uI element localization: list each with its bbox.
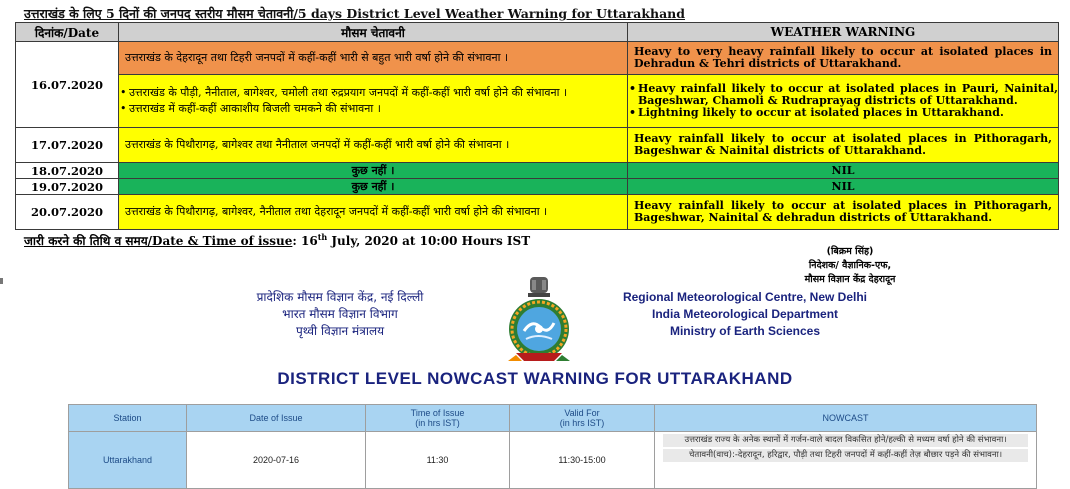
signature-block (790, 244, 910, 285)
list-item: • Lightning likely to occur at isolated places in Uttarakhand. (638, 107, 1058, 119)
col-header-date-of-issue: Date of Issue (187, 405, 366, 432)
hindi-warning-cell: उत्तराखंड के पिथौरागढ़, बागेश्वर तथा नैनीताल जनपदों में कहीं-कहीं भारी वर्षा होने की संभावना । (119, 128, 628, 163)
hindi-warning-cell: कुछ नहीं । (119, 163, 628, 179)
header-hindi (200, 289, 480, 340)
english-warning-cell: NIL (628, 163, 1059, 179)
hindi-line-department: भारत मौसम विज्ञान विभाग (282, 307, 398, 321)
valid-for-cell: 11:30-15:00 (510, 432, 655, 489)
english-bullet-list (628, 83, 1058, 119)
issue-value-prefix: : 16 (292, 234, 318, 248)
english-warning-cell (628, 75, 1059, 128)
col-header-date: दिनांक/Date (16, 23, 119, 42)
time-of-issue-cell: 11:30 (366, 432, 510, 489)
nowcast-table (68, 404, 1037, 489)
list-item: • उत्तराखंड के पौड़ी, नैनीताल, बागेश्वर, चमोली तथा रुद्रप्रयाग जनपदों में कहीं-कहीं भारी वर्षा होने की संभावना । (129, 85, 627, 101)
ashoka-emblem-icon (528, 277, 550, 297)
signatory-name: (बिक्रम सिंह) (826, 246, 874, 257)
issue-label: जारी करने की तिथि व समय/Date & Time of issue (24, 234, 293, 248)
edge-mark (0, 278, 3, 284)
date-cell: 17.07.2020 (16, 128, 119, 163)
valid-header-line2: (in hrs IST) (559, 418, 605, 428)
col-header-station: Station (69, 405, 187, 432)
time-header-line1: Time of Issue (410, 408, 465, 418)
hindi-warning-cell: उत्तराखंड के देहरादून तथा टिहरी जनपदों में कहीं-कहीं भारी से बहुत भारी वर्षा होने की संभावना । (119, 42, 628, 75)
date-of-issue-cell: 2020-07-16 (187, 432, 366, 489)
english-line-department: India Meteorological Department (651, 307, 839, 321)
table-row (16, 42, 1059, 75)
hindi-warning-cell: उत्तराखंड के पिथौरागढ़, बागेश्वर, नैनीताल तथा देहरादून जनपदों में कहीं-कहीं भारी वर्षा होने की संभावना । (119, 195, 628, 230)
col-header-hindi: मौसम चेतावनी (119, 23, 628, 42)
nowcast-text-watch: चेतावनी(वाच):-देहरादून, हरिद्वार, पौड़ी तथा टिहरी जनपदों में कहीं-कहीं तेज़ बौछार पड़ने की संभावना। (663, 449, 1028, 462)
header-english (585, 289, 905, 340)
nowcast-table-header (69, 405, 1037, 432)
page-title: उत्तराखंड के लिए 5 दिनों की जनपद स्तरीय मौसम चेतावनी/5 days District Level Weather Warning for Uttarakhand (24, 6, 686, 21)
warning-table-header (16, 23, 1059, 42)
signatory-designation: निदेशक/ वैज्ञानिक-एफ, (808, 260, 892, 271)
table-row (16, 163, 1059, 179)
col-header-nowcast: NOWCAST (655, 405, 1037, 432)
hindi-bullet-list (119, 85, 627, 117)
station-cell: Uttarakhand (69, 432, 187, 489)
valid-header-line1: Valid For (564, 408, 600, 418)
hindi-warning-cell (119, 75, 628, 128)
issue-value-suffix: July, 2020 at 10:00 Hours IST (327, 234, 531, 248)
english-warning-cell: Heavy rainfall likely to occur at isolated places in Pithoragarh, Bageshwar, Nainital & dehradun districts of Uttarakhand. (628, 195, 1059, 230)
imd-logo-icon (494, 275, 584, 365)
issue-datetime (24, 232, 530, 249)
issue-value-sup: th (317, 232, 328, 242)
date-cell: 18.07.2020 (16, 163, 119, 179)
table-row (16, 128, 1059, 163)
date-cell: 19.07.2020 (16, 179, 119, 195)
hindi-line-centre: प्रादेशिक मौसम विज्ञान केंद्र, नई दिल्ली (256, 290, 424, 304)
english-line-centre: Regional Meteorological Centre, New Delhi (622, 290, 868, 304)
col-header-time-of-issue (366, 405, 510, 432)
table-row (16, 179, 1059, 195)
warning-table (15, 22, 1059, 230)
nowcast-title: DISTRICT LEVEL NOWCAST WARNING FOR UTTARAKHAND (277, 369, 793, 388)
english-warning-cell: NIL (628, 179, 1059, 195)
list-item: • Heavy rainfall likely to occur at isolated places in Pauri, Nainital, Bageshwar, Chamoli & Rudraprayag districts of Uttarakhand. (638, 83, 1058, 107)
english-warning-cell: Heavy to very heavy rainfall likely to occur at isolated places in Dehradun & Tehri districts of Uttarakhand. (628, 42, 1059, 75)
table-row (16, 195, 1059, 230)
col-header-valid-for (510, 405, 655, 432)
date-cell: 20.07.2020 (16, 195, 119, 230)
date-cell: 16.07.2020 (16, 42, 119, 128)
signatory-office: मौसम विज्ञान केंद्र देहरादून (804, 274, 896, 285)
hindi-warning-cell: कुछ नहीं । (119, 179, 628, 195)
nowcast-text-general: उत्तराखंड राज्य के अनेक स्थानों में गर्जन-वाले बादल विकसित होने/हल्की से मध्यम वर्षा होने की संभावना। (663, 434, 1028, 447)
english-warning-cell: Heavy rainfall likely to occur at isolated places in Pithoragarh, Bageshwar & Nainital districts of Uttarakhand. (628, 128, 1059, 163)
english-line-ministry: Ministry of Earth Sciences (669, 324, 821, 338)
table-row (16, 75, 1059, 128)
time-header-line2: (in hrs IST) (415, 418, 460, 428)
col-header-english: WEATHER WARNING (628, 23, 1059, 42)
list-item: • उत्तराखंड में कहीं-कहीं आकाशीय बिजली चमकने की संभावना । (129, 101, 627, 117)
hindi-line-ministry: पृथ्वी विज्ञान मंत्रालय (295, 324, 385, 338)
